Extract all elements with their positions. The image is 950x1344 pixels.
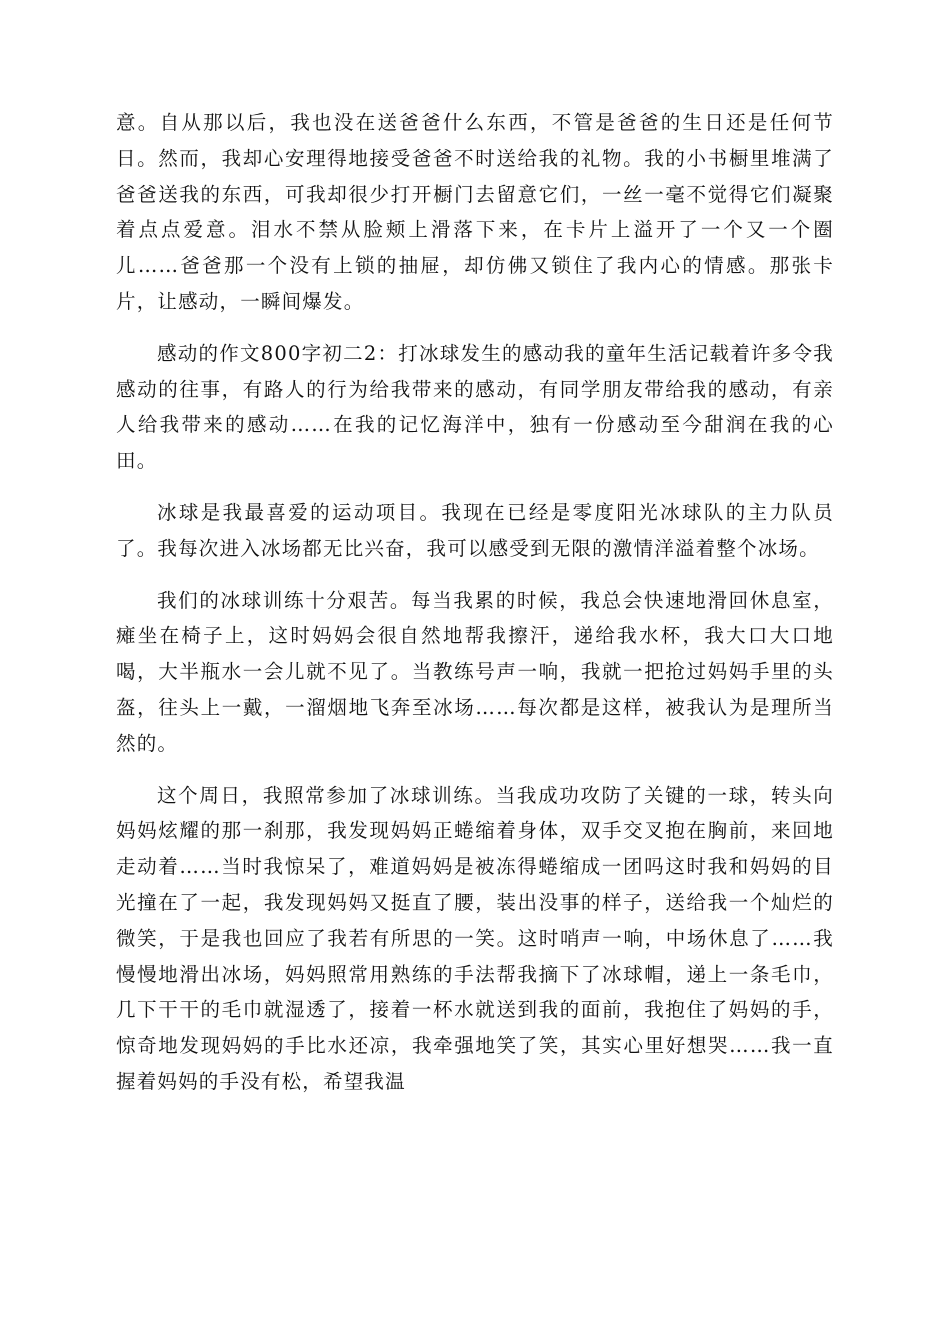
document-page bbox=[116, 105, 834, 1100]
paragraph-1: 意。自从那以后，我也没在送爸爸什么东西，不管是爸爸的生日还是任何节日。然而，我却心安理得地接受爸爸不时送给我的礼物。我的小书橱里堆满了爸爸送我的东西，可我却很少打开橱门去留意它们，一丝一毫不觉得它们凝聚着点点爱意。泪水不禁从脸颊上滑落下来，在卡片上溢开了一个又一个圈儿……爸爸那一个没有上锁的抽屉，却仿佛又锁住了我内心的情感。那张卡片，让感动，一瞬间爆发。 bbox=[116, 111, 834, 313]
paragraph-3: 冰球是我最喜爱的运动项目。我现在已经是零度阳光冰球队的主力队员了。我每次进入冰场都无比兴奋，我可以感受到无限的激情洋溢着整个冰场。 bbox=[116, 500, 834, 560]
paragraph-4: 我们的冰球训练十分艰苦。每当我累的时候，我总会快速地滑回休息室，瘫坐在椅子上，这时妈妈会很自然地帮我擦汗，递给我水杯，我大口大口地喝，大半瓶水一会儿就不见了。当教练号声一响，我就一把抢过妈妈手里的头盔，往头上一戴，一溜烟地飞奔至冰场……每次都是这样，被我认为是理所当然的。 bbox=[116, 588, 834, 755]
paragraph-5: 这个周日，我照常参加了冰球训练。当我成功攻防了关键的一球，转头向妈妈炫耀的那一刹那，我发现妈妈正蜷缩着身体，双手交叉抱在胸前，来回地走动着……当时我惊呆了，难道妈妈是被冻得蜷缩成一团吗这时我和妈妈的目光撞在了一起，我发现妈妈又挺直了腰，装出没事的样子，送给我一个灿烂的微笑，于是我也回应了我若有所思的一笑。这时哨声一响，中场休息了……我慢慢地滑出冰场，妈妈照常用熟练的手法帮我摘下了冰球帽，递上一条毛巾，几下干干的毛巾就湿透了，接着一杯水就送到我的面前，我抱住了妈妈的手，惊奇地发现妈妈的手比水还凉，我牵强地笑了笑，其实心里好想哭……我一直握着妈妈的手没有松，希望我温 bbox=[116, 783, 834, 1093]
paragraph-2: 感动的作文800字初二2：打冰球发生的感动我的童年生活记载着许多令我感动的往事，有路人的行为给我带来的感动，有同学朋友带给我的感动，有亲人给我带来的感动……在我的记忆海洋中，独有一份感动至今甜润在我的心田。 bbox=[116, 341, 834, 473]
